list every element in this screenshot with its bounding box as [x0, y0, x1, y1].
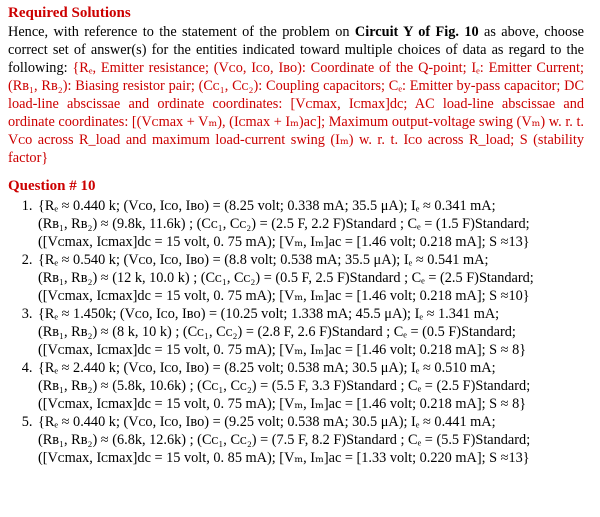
intro-text-a: Hence, with reference to the statement of the problem on [8, 24, 355, 40]
option-2-line-1: 2. {Rₑ ≈ 0.540 k; (Vᴄᴏ, Iᴄᴏ, Iʙᴏ) = (8.8 volt; 0.538 mA; 35.5 μA); Iₑ ≈ 0.541 mA; [38, 252, 489, 268]
answer-option-1[interactable] [36, 197, 584, 251]
answer-options-list [8, 197, 584, 467]
option-5-line-3: ([Vᴄmax, Iᴄmax]dc = 15 volt, 0. 85 mA); [Vₘ, Iₘ]ac = [1.33 volt; 0.220 mA]; S ≈13} [38, 450, 530, 466]
option-4-line-2: (Rʙ₁, Rʙ₂) ≈ (5.8k, 10.6k) ; (Cᴄ₁, Cᴄ₂) = (5.5 F, 3.3 F)Standard ; Cₑ = (2.5 F)Standard; [38, 378, 531, 394]
answer-option-5[interactable] [36, 413, 584, 467]
option-3-line-1: 3. {Rₑ ≈ 1.450k; (Vᴄᴏ, Iᴄᴏ, Iʙᴏ) = (10.25 volt; 1.338 mA; 45.5 μA); Iₑ ≈ 1.341 mA; [38, 306, 500, 322]
problem-intro [8, 23, 584, 167]
answer-option-3[interactable] [36, 305, 584, 359]
option-1-line-2: (Rʙ₁, Rʙ₂) ≈ (9.8k, 11.6k) ; (Cᴄ₁, Cᴄ₂) = (2.5 F, 2.2 F)Standard ; Cₑ = (1.5 F)Standard; [38, 216, 530, 232]
option-5-line-2: (Rʙ₁, Rʙ₂) ≈ (6.8k, 12.6k) ; (Cᴄ₁, Cᴄ₂) = (7.5 F, 8.2 F)Standard ; Cₑ = (5.5 F)Standard; [38, 432, 531, 448]
intro-text-c: as above, choose correct set of answer(s) for the entities indicated toward multiple choices of data as regard to the following: [8, 24, 585, 76]
required-solutions-heading: Required Solutions [8, 5, 131, 21]
option-4-line-3: ([Vᴄmax, Iᴄmax]dc = 15 volt, 0. 75 mA); [Vₘ, Iₘ]ac = [1.46 volt; 0.218 mA]; S ≈ 8} [38, 396, 527, 412]
option-2-line-2: (Rʙ₁, Rʙ₂) ≈ (12 k, 10.0 k) ; (Cᴄ₁, Cᴄ₂) = (0.5 F, 2.5 F)Standard ; Cₑ = (2.5 F)Standard; [38, 270, 534, 286]
option-4-line-1: 4. {Rₑ ≈ 2.440 k; (Vᴄᴏ, Iᴄᴏ, Iʙᴏ) = (8.25 volt; 0.538 mA; 30.5 μA); Iₑ ≈ 0.510 mA; [38, 360, 496, 376]
answer-option-4[interactable] [36, 359, 584, 413]
option-5-line-1: 5. {Rₑ ≈ 0.440 k; (Vᴄᴏ, Iᴄᴏ, Iʙᴏ) = (9.25 volt; 0.538 mA; 30.5 μA); Iₑ ≈ 0.441 mA; [38, 414, 496, 430]
answer-option-2[interactable] [36, 251, 584, 305]
option-1-line-1: 1. {Rₑ ≈ 0.440 k; (Vᴄᴏ, Iᴄᴏ, Iʙᴏ) = (8.25 volt; 0.338 mA; 35.5 μA); Iₑ ≈ 0.341 mA; [38, 198, 496, 214]
entity-definitions: {Rₑ, Emitter resistance; (Vᴄᴏ, Iᴄᴏ, Iʙᴏ): Coordinate of the Q-point; Iₑ: Emitter Current; (Rʙ₁, Rʙ₂): Biasing resistor pair; (Cᴄ₁, Cᴄ₂): Coupling capacitors; Cₑ: Emitter by-pass capacitor; DC load-line abscissae and ordinate coordinates: [Vᴄmax, Iᴄmax]dc; AC load-line abscissae and ordinate coordinates: [(Vᴄmax + Vₘ), (Iᴄmax + Iₘ)ac]; Maximum output-voltage swing (Vₘ) w. r. t. Vᴄᴏ across R_load and maximum load-current swing (Iₘ) w. r. t. Iᴄᴏ across R_load; S (stability factor} [8, 60, 584, 166]
option-2-line-3: ([Vᴄmax, Iᴄmax]dc = 15 volt, 0. 75 mA); [Vₘ, Iₘ]ac = [1.46 volt; 0.218 mA]; S ≈10} [38, 288, 530, 304]
question-title: Question # 10 [8, 178, 96, 194]
option-1-line-3: ([Vᴄmax, Iᴄmax]dc = 15 volt, 0. 75 mA); [Vₘ, Iₘ]ac = [1.46 volt; 0.218 mA]; S ≈13} [38, 234, 530, 250]
circuit-reference: Circuit Y of Fig. 10 [354, 24, 479, 40]
option-3-line-3: ([Vᴄmax, Iᴄmax]dc = 15 volt, 0. 75 mA); [Vₘ, Iₘ]ac = [1.46 volt; 0.218 mA]; S ≈ 8} [38, 342, 527, 358]
option-3-line-2: (Rʙ₁, Rʙ₂) ≈ (8 k, 10 k) ; (Cᴄ₁, Cᴄ₂) = (2.8 F, 2.6 F)Standard ; Cₑ = (0.5 F)Standard; [38, 324, 516, 340]
document-page [8, 5, 584, 467]
